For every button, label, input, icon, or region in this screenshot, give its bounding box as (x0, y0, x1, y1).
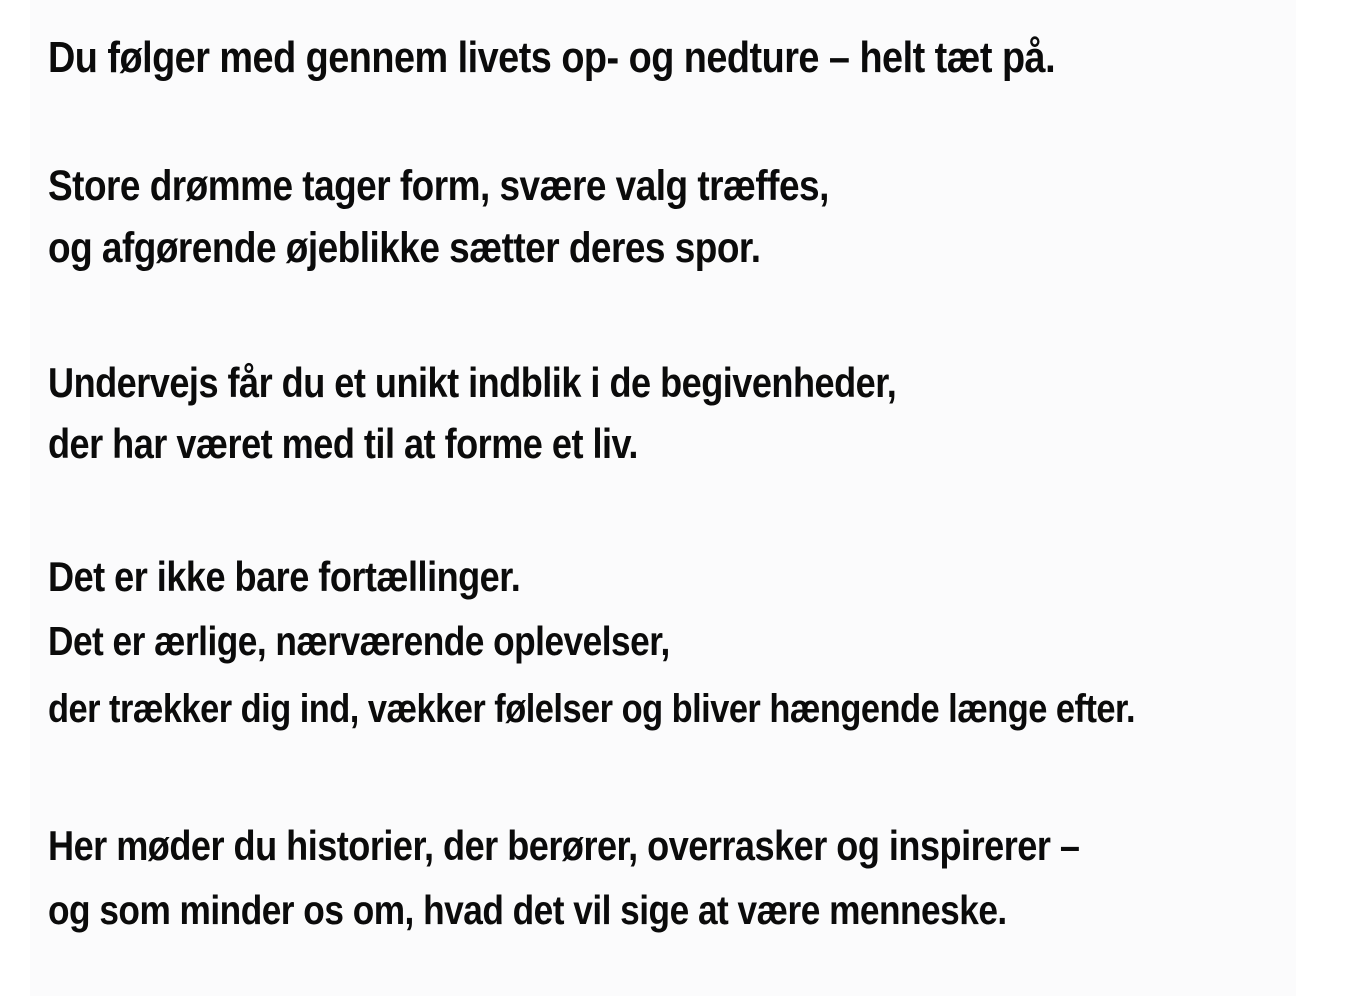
page-margin-right (1296, 0, 1372, 996)
paragraph-5-line-1: Her møder du historier, der berører, overrasker og inspirerer – (48, 822, 1080, 869)
paragraph-5-line-2: og som minder os om, hvad det vil sige at være menneske. (48, 887, 1007, 933)
paragraph-3-line-2: der har været med til at forme et liv. (48, 420, 638, 467)
paragraph-2-line-1: Store drømme tager form, svære valg træffes, (48, 162, 829, 210)
paragraph-2-line-2: og afgørende øjeblikke sætter deres spor. (48, 224, 761, 272)
paragraph-4-line-1: Det er ikke bare fortællinger. (48, 553, 521, 600)
paragraph-1-line-1: Du følger med gennem livets op- og nedture – helt tæt på. (48, 33, 1056, 82)
paragraph-3-line-1: Undervejs får du et unikt indblik i de begivenheder, (48, 359, 897, 406)
page-margin-left (0, 0, 30, 996)
paragraph-4-line-3: der trækker dig ind, vækker følelser og bliver hængende længe efter. (48, 687, 1136, 731)
paragraph-4-line-2: Det er ærlige, nærværende oplevelser, (48, 618, 670, 664)
